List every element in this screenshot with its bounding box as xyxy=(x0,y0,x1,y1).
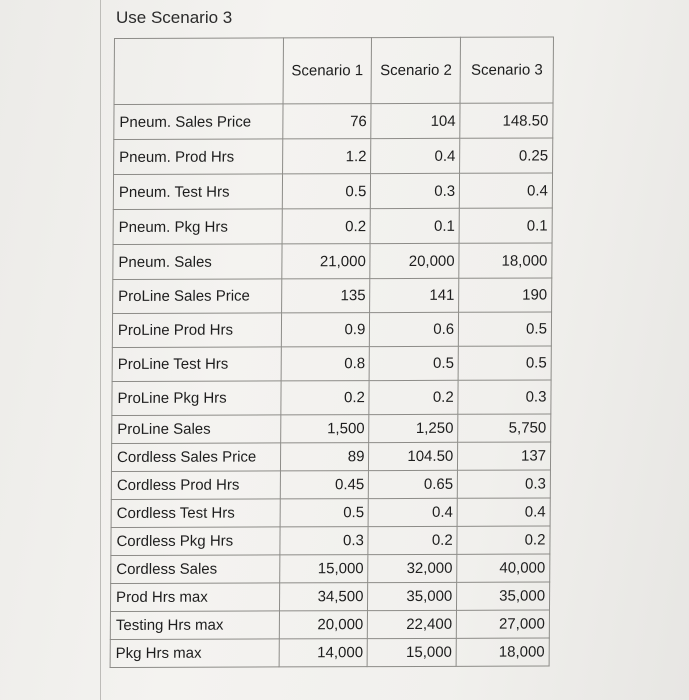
scenario-1-value: 0.8 xyxy=(281,347,370,381)
table-row xyxy=(110,610,549,640)
scenario-1-value: 0.2 xyxy=(282,209,371,244)
scenario-3-value: 0.1 xyxy=(459,208,552,243)
row-label: ProLine Prod Hrs xyxy=(112,313,281,348)
table-row xyxy=(112,312,551,348)
scenario-1-value: 89 xyxy=(280,443,369,471)
scenario-1-value: 14,000 xyxy=(279,639,368,667)
scenario-3-value: 148.50 xyxy=(460,103,553,138)
table-row xyxy=(112,346,551,382)
header-scenario-3: Scenario 3 xyxy=(460,37,553,103)
scenario-3-value: 0.4 xyxy=(460,173,553,208)
scenario-2-value: 20,000 xyxy=(370,243,459,278)
scenario-2-value: 0.2 xyxy=(369,380,458,414)
scenario-2-value: 32,000 xyxy=(368,554,457,582)
scenario-1-value: 0.5 xyxy=(280,499,369,527)
table-row xyxy=(111,470,550,500)
scenario-3-value: 137 xyxy=(458,442,551,470)
row-label: Prod Hrs max xyxy=(110,583,279,612)
scenario-2-value: 141 xyxy=(370,278,459,312)
scenario-1-value: 0.3 xyxy=(279,527,368,555)
scenario-2-value: 0.4 xyxy=(371,138,460,173)
scenario-table-container xyxy=(110,36,554,668)
table-row xyxy=(114,138,553,175)
scenario-2-value: 35,000 xyxy=(368,582,457,610)
scenario-1-value: 0.2 xyxy=(280,381,369,415)
scenario-table xyxy=(110,36,554,668)
row-label: ProLine Test Hrs xyxy=(112,347,281,382)
scenario-3-value: 0.4 xyxy=(457,498,550,526)
scenario-3-value: 190 xyxy=(459,278,552,312)
row-label: Pkg Hrs max xyxy=(110,639,279,668)
scenario-2-value: 0.4 xyxy=(368,498,457,526)
scenario-2-value: 0.5 xyxy=(370,346,459,380)
scenario-1-value: 15,000 xyxy=(279,555,368,583)
scenario-1-value: 21,000 xyxy=(281,244,370,279)
table-row xyxy=(113,278,552,314)
scenario-3-value: 18,000 xyxy=(456,638,549,666)
scenario-1-value: 135 xyxy=(281,279,370,313)
table-header-row xyxy=(114,37,553,105)
row-label: Cordless Pkg Hrs xyxy=(111,527,280,556)
table-row xyxy=(110,582,549,612)
table-row xyxy=(111,526,550,556)
scenario-1-value: 20,000 xyxy=(279,611,368,639)
header-scenario-1: Scenario 1 xyxy=(283,38,372,104)
table-row xyxy=(114,103,553,140)
table-row xyxy=(113,173,552,210)
row-label: Cordless Test Hrs xyxy=(111,499,280,528)
row-label: Pneum. Test Hrs xyxy=(113,174,282,210)
scenario-2-value: 0.6 xyxy=(370,312,459,346)
header-scenario-2: Scenario 2 xyxy=(371,37,460,103)
scenario-1-value: 0.9 xyxy=(281,313,370,347)
scenario-1-value: 34,500 xyxy=(279,583,368,611)
table-row xyxy=(110,638,549,668)
scenario-2-value: 22,400 xyxy=(368,610,457,638)
scenario-2-value: 0.65 xyxy=(369,470,458,498)
header-corner-cell xyxy=(114,38,283,105)
table-row xyxy=(111,554,550,584)
scenario-2-value: 0.1 xyxy=(370,208,459,243)
scenario-3-value: 18,000 xyxy=(459,243,552,278)
row-label: Cordless Sales xyxy=(111,555,280,584)
scenario-3-value: 0.5 xyxy=(458,346,551,380)
scenario-3-value: 0.3 xyxy=(458,380,551,414)
table-row xyxy=(111,442,550,472)
scenario-1-value: 1.2 xyxy=(282,139,371,174)
row-label: Pneum. Prod Hrs xyxy=(114,139,283,175)
scenario-3-value: 27,000 xyxy=(457,610,550,638)
scenario-2-value: 1,250 xyxy=(369,414,458,442)
scenario-1-value: 1,500 xyxy=(280,415,369,443)
row-label: ProLine Sales Price xyxy=(113,279,282,314)
scenario-1-value: 0.45 xyxy=(280,471,369,499)
page-title: Use Scenario 3 xyxy=(116,8,233,27)
table-row xyxy=(111,498,550,528)
row-label: Pneum. Sales xyxy=(113,244,282,280)
row-label: Pneum. Sales Price xyxy=(114,104,283,140)
table-row xyxy=(112,414,551,444)
scenario-3-value: 5,750 xyxy=(458,414,551,442)
scenario-2-value: 104 xyxy=(371,103,460,138)
row-label: Cordless Prod Hrs xyxy=(111,471,280,500)
scenario-3-value: 0.2 xyxy=(457,526,550,554)
table-row xyxy=(112,380,551,416)
row-label: ProLine Sales xyxy=(112,415,281,444)
scenario-1-value: 76 xyxy=(282,104,371,139)
table-row xyxy=(113,243,552,280)
page-margin-rule xyxy=(100,0,101,700)
scenario-3-value: 0.25 xyxy=(460,138,553,173)
scenario-3-value: 0.5 xyxy=(459,312,552,346)
row-label: Cordless Sales Price xyxy=(111,443,280,472)
row-label: ProLine Pkg Hrs xyxy=(112,381,281,416)
row-label: Testing Hrs max xyxy=(110,611,279,640)
scenario-2-value: 0.3 xyxy=(371,173,460,208)
scenario-2-value: 0.2 xyxy=(368,526,457,554)
scenario-2-value: 15,000 xyxy=(368,638,457,666)
table-row xyxy=(113,208,552,245)
scenario-3-value: 35,000 xyxy=(457,582,550,610)
scenario-2-value: 104.50 xyxy=(369,442,458,470)
row-label: Pneum. Pkg Hrs xyxy=(113,209,282,245)
scenario-3-value: 40,000 xyxy=(457,554,550,582)
scenario-1-value: 0.5 xyxy=(282,174,371,209)
scenario-3-value: 0.3 xyxy=(458,470,551,498)
